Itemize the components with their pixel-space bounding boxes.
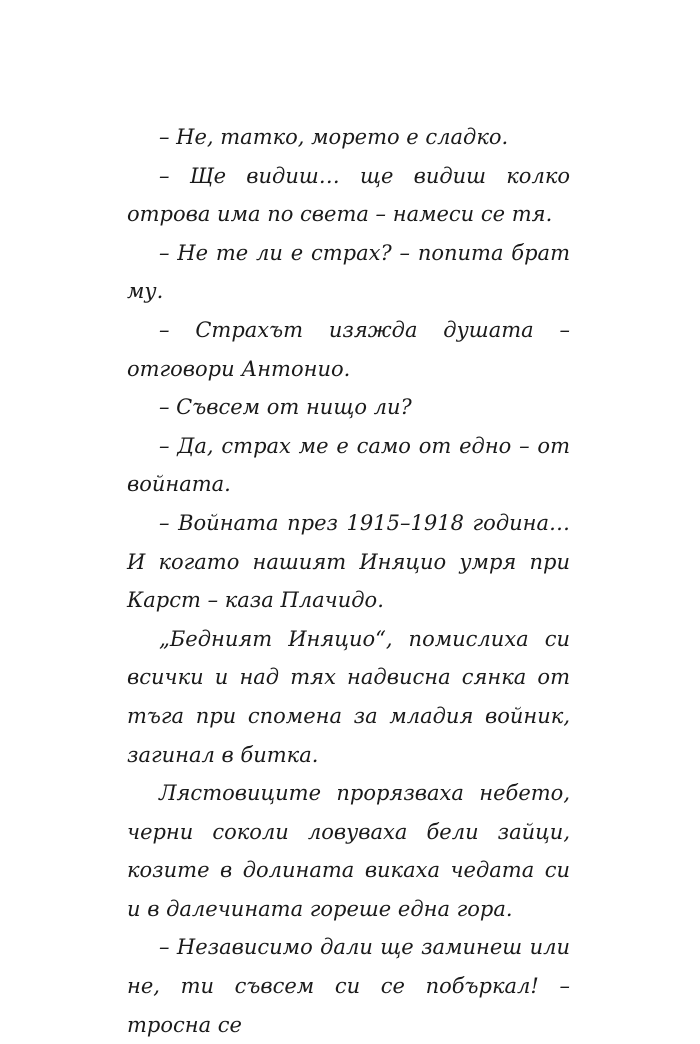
paragraph: – Ще видиш… ще видиш колко отрова има по света – намеси се тя.	[127, 163, 570, 227]
paragraph: – Войната през 1915–1918 година… И когато нашият Иняцио умря при Карст – каза Плачидо.	[127, 510, 570, 613]
paragraph: – Независимо дали ще заминеш или не, ти съвсем си се побъркал! – тросна се	[127, 935, 570, 1037]
page-text	[127, 118, 570, 1044]
paragraph: – Страхът изяжда душата – отговори Антонио.	[127, 317, 570, 381]
paragraph: Лястовиците прорязваха небето, черни соколи ловуваха бели зайци, козите в долината викаха чедата си и в далечината гореше една гора.	[127, 781, 570, 921]
paragraph: – Да, страх ме е само от едно – от войната.	[127, 433, 570, 497]
paragraph: – Не, татко, морето е сладко.	[159, 125, 509, 149]
paragraph: „Бедният Иняцио“, помислиха си всички и над тях надвисна сянка от тъга при спомена за младия войник, загинал в битка.	[127, 626, 570, 767]
paragraph: – Съвсем от нищо ли?	[159, 395, 412, 420]
paragraph: – Не те ли е страх? – попита брат му.	[127, 240, 570, 304]
